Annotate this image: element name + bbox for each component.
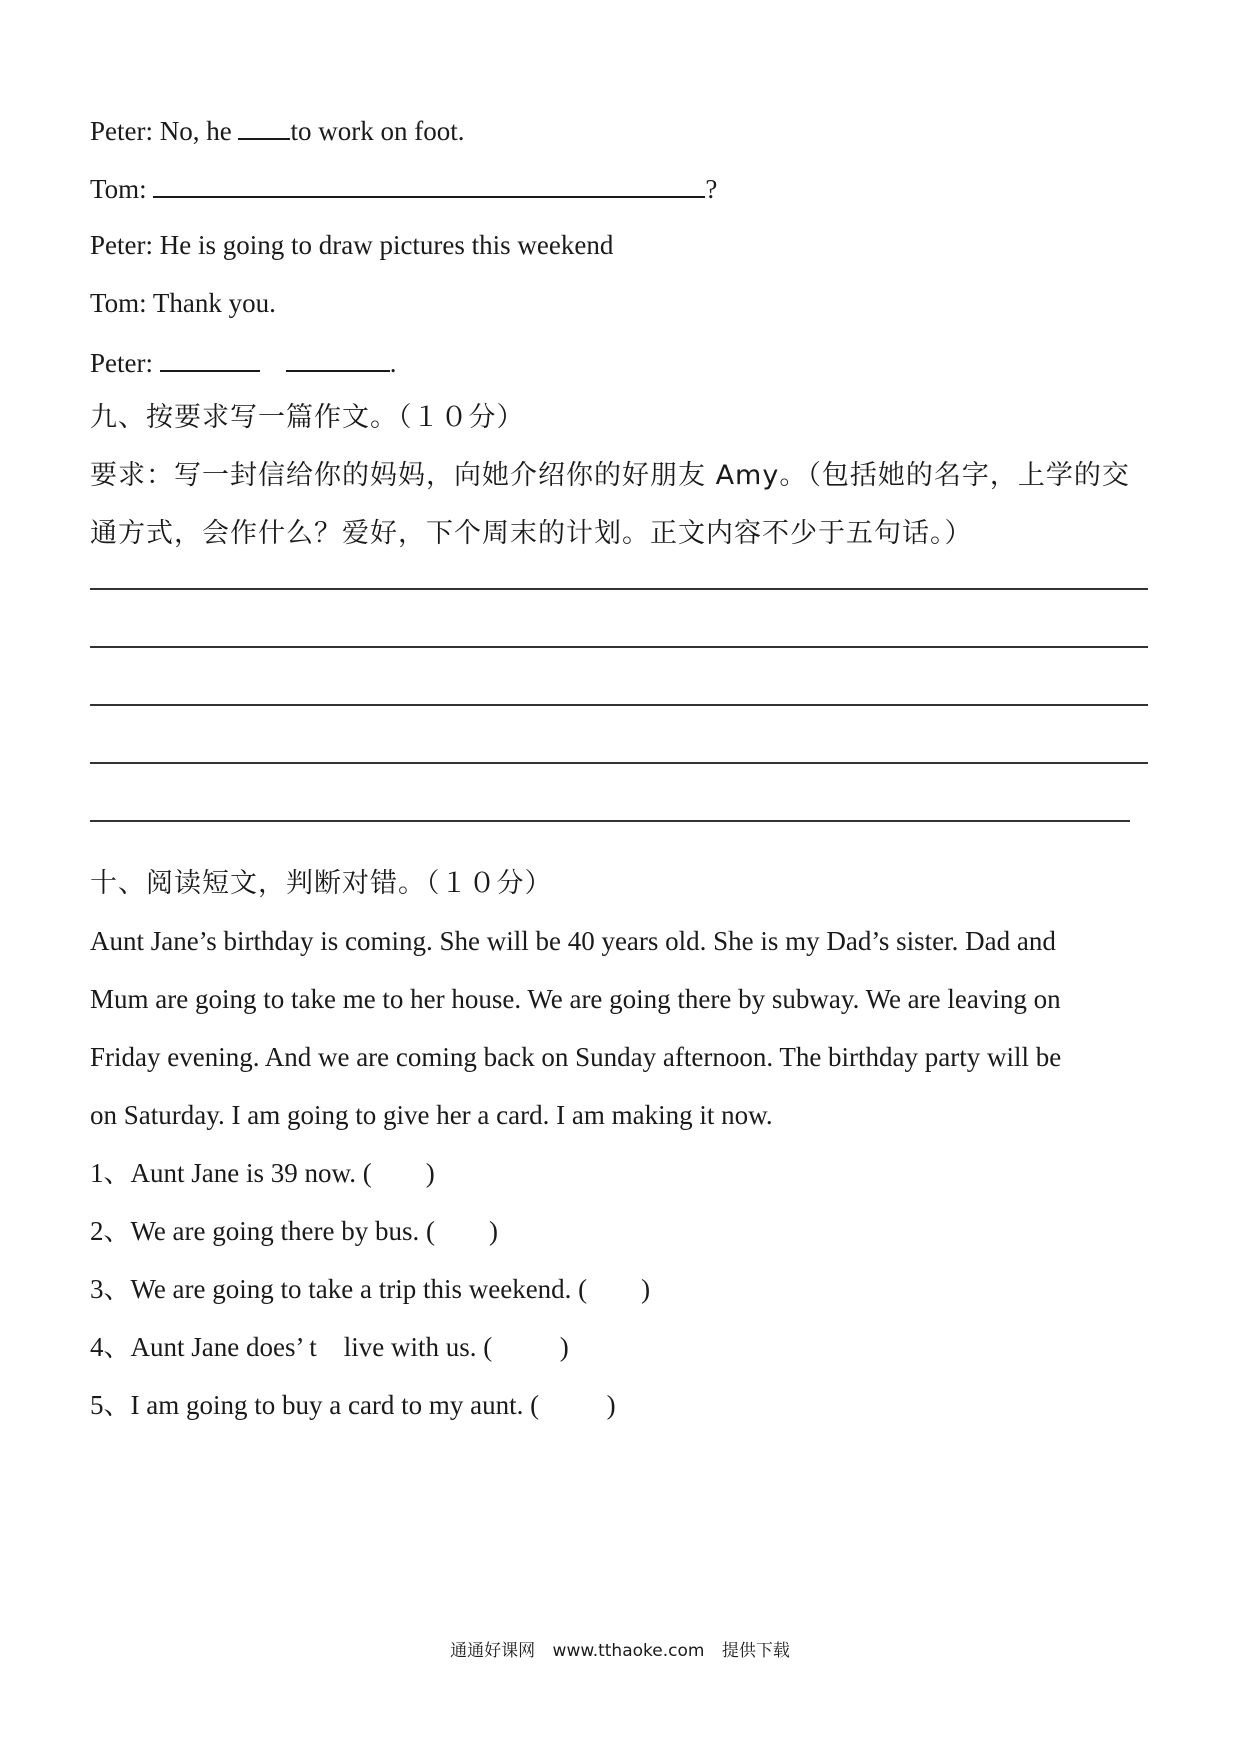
passage-line: Aunt Jane’s birthday is coming. She will be 40 years old. She is my Dad’s sister. Dad and <box>90 926 1056 956</box>
answer-blank[interactable] <box>160 348 260 372</box>
writing-line[interactable] <box>90 704 1148 706</box>
passage-line: on Saturday. I am going to give her a card. I am making it now. <box>90 1100 773 1130</box>
answer-blank[interactable] <box>286 348 390 372</box>
passage-line: Friday evening. And we are coming back on Sunday afternoon. The birthday party will be <box>90 1042 1062 1072</box>
dialogue-line-5 <box>90 348 396 377</box>
question-4: 4、Aunt Jane does’ t live with us. ( ) <box>90 1332 569 1362</box>
writing-line[interactable] <box>90 646 1148 648</box>
footer-site-name: 通通好课网 <box>450 1641 536 1661</box>
section-9-requirement-line-1: 要求：写一封信给你的妈妈，向她介绍你的好朋友 Amy。（包括她的名字，上学的交 <box>90 460 1130 491</box>
dialogue-line-3: Peter: He is going to draw pictures this weekend <box>90 230 614 260</box>
question-2: 2、We are going there by bus. ( ) <box>90 1216 498 1246</box>
writing-line[interactable] <box>90 588 1148 590</box>
dialogue-text: Peter: <box>90 348 160 378</box>
section-9-requirement-line-2: 通方式，会作什么？爱好，下个周末的计划。正文内容不少于五句话。） <box>90 518 973 549</box>
dialogue-text: . <box>389 348 397 378</box>
question-3: 3、We are going to take a trip this weekend. ( ) <box>90 1274 651 1304</box>
passage-line: Mum are going to take me to her house. We are going there by subway. We are leaving on <box>90 984 1061 1014</box>
writing-line[interactable] <box>90 762 1148 764</box>
dialogue-line-4: Tom: Thank you. <box>90 288 276 318</box>
dialogue-text: Peter: No, he <box>90 116 239 146</box>
dialogue-line-1 <box>90 116 464 145</box>
dialogue-text: to work on foot. <box>290 116 465 146</box>
dialogue-text: Tom: <box>90 174 154 204</box>
section-10-heading: 十、阅读短文，判断对错。（１０分） <box>90 868 553 899</box>
page-footer <box>0 1636 1240 1661</box>
section-9-heading: 九、按要求写一篇作文。（１０分） <box>90 402 525 433</box>
writing-line[interactable] <box>90 820 1130 822</box>
question-5: 5、I am going to buy a card to my aunt. ( ) <box>90 1390 616 1420</box>
dialogue-text: ? <box>705 174 718 204</box>
footer-url: www.tthaoke.com <box>552 1641 705 1661</box>
footer-suffix: 提供下载 <box>721 1641 790 1661</box>
answer-blank[interactable] <box>238 116 290 140</box>
question-1: 1、Aunt Jane is 39 now. ( ) <box>90 1158 435 1188</box>
dialogue-line-2 <box>90 174 717 203</box>
answer-blank[interactable] <box>153 174 705 198</box>
